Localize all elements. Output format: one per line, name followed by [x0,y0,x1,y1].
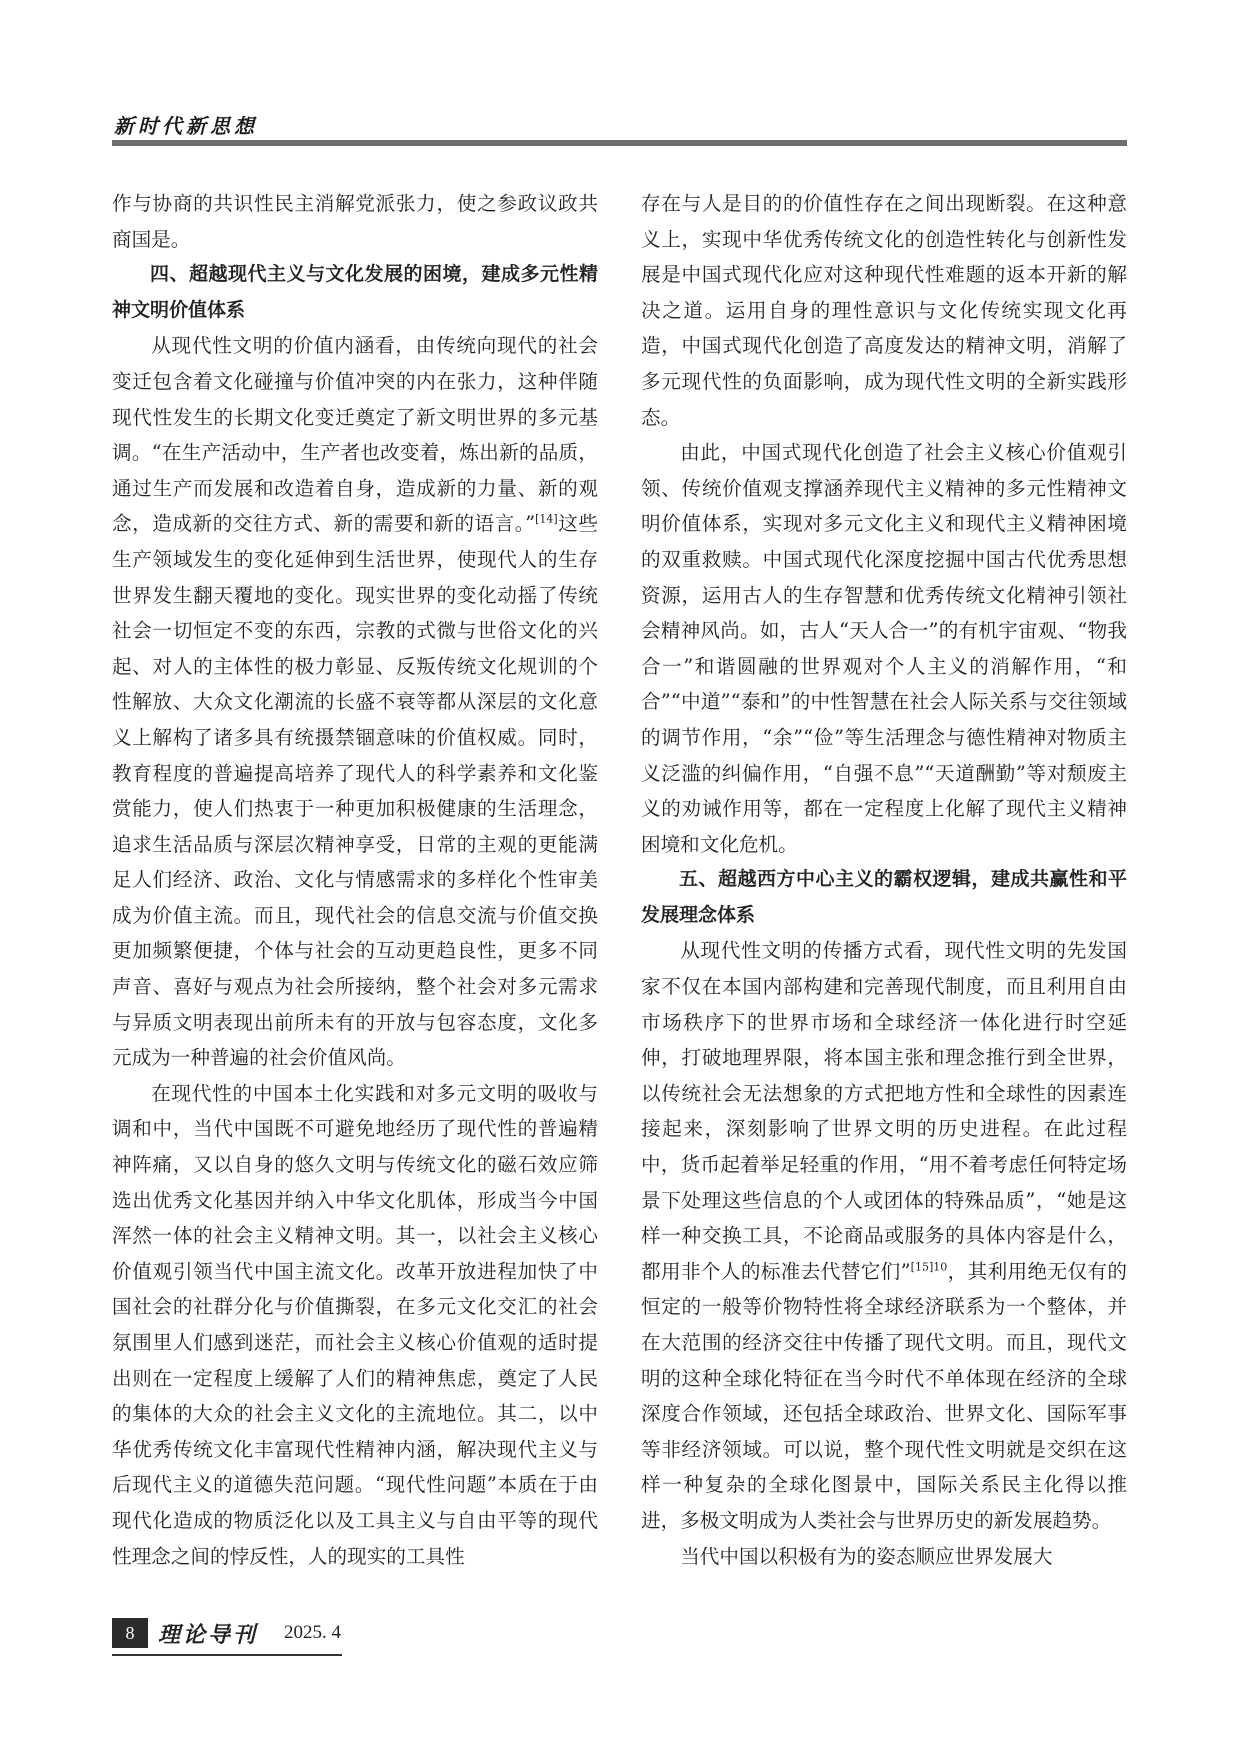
citation-ref[interactable]: [15]10 [910,1260,948,1274]
left-column [112,186,598,1574]
section-heading-4: 四、超越现代主义与文化发展的困境，建成多元性精神文明价值体系 [112,263,598,321]
paragraph-continued: 存在与人是目的的价值性存在之间出现断裂。在这种意义上，实现中华优秀传统文化的创造性转化与创新性发展是中国式现代化应对这种现代性难题的返本开新的解决之道。运用自身的理性意识与文化传统实现文化再造，中国式现代化创造了高度发达的精神文明，消解了多元现代性的负面影响，成为现代性文明的全新实践形态。 [641,192,1127,429]
paragraph [112,328,598,1075]
paragraph [641,933,1127,1538]
paragraph-text: 从现代性文明的价值内涵看，由传统向现代的社会变迁包含着文化碰撞与价值冲突的内在张力，这种伴随现代性发生的长期文化变迁奠定了新文明世界的多元基调。“在生产活动中，生产者也改变着，炼出新的品质，通过生产而发展和改造着自身，造成新的力量、新的观念，造成新的交往方式、新的需要和新的语言。” [112,334,598,536]
paragraph-text: 这些生产领域发生的变化延伸到生活世界，使现代人的生存世界发生翻天覆地的变化。现实世界的变化动摇了传统社会一切恒定不变的东西，宗教的式微与世俗文化的兴起、对人的主体性的极力彰显、反叛传统文化规训的个性解放、大众文化潮流的长盛不衰等都从深层的文化意义上解构了诸多具有统摄禁锢意味的价值权威。同时，教育程度的普遍提高培养了现代人的科学素养和文化鉴赏能力，使人们热衷于一种更加积极健康的生活理念，追求生活品质与深层次精神享受，日常的主观的更能满足人们经济、政治、文化与情感需求的多样化个性审美成为价值主流。而且，现代社会的信息交流与价值交换更加频繁便捷，个体与社会的互动更趋良性，更多不同声音、喜好与观点为社会所接纳，整个社会对多元需求与异质文明表现出前所未有的开放与包容态度，文化多元成为一种普遍的社会价值风尚。 [112,512,599,1070]
paragraph-text: 从现代性文明的传播方式看，现代性文明的先发国家不仅在本国内部构建和完善现代制度，而且利用自由市场秩序下的世界市场和全球经济一体化进行时空延伸，打破地理界限，将本国主张和理念推行到全世界，以传统社会无法想象的方式把地方性和全球性的因素连接起来，深刻影响了世界文明的历史进程。在此过程中，货币起着举足轻重的作用，“用不着考虑任何特定场景下处理这些信息的个人或团体的特殊品质”，“她是这样一种交换工具，不论商品或服务的具体内容是什么，都用非个人的标准去代替它们” [641,939,1127,1283]
right-column [641,186,1127,1574]
section-heading-5: 五、超越西方中心主义的霸权逻辑，建成共赢性和平发展理念体系 [641,868,1127,926]
footer-rule [112,1654,342,1656]
running-footer [112,1616,342,1656]
header-rule [112,140,1127,146]
paragraph: 由此，中国式现代化创造了社会主义核心价值观引领、传统价值观支撑涵养现代主义精神的多元性精神文明价值体系，实现对多元文化主义和现代主义精神困境的双重救赎。中国式现代化深度挖掘中国古代优秀思想资源，运用古人的生存智慧和优秀传统文化精神引领社会精神风尚。如，古人“天人合一”的有机宇宙观、“物我合一”和谐圆融的世界观对个人主义的消解作用，“和合”“中道”“泰和”的中性智慧在社会人际关系与交往领域的调节作用，“余”“俭”等生活理念与德性精神对物质主义泛滥的纠偏作用，“自强不息”“天道酬勤”等对颓废主义的劝诫作用等，都在一定程度上化解了现代主义精神困境和文化危机。 [641,441,1127,856]
page-number: 8 [112,1618,148,1648]
journal-name: 理论导刊 [158,1622,259,1648]
running-header [112,104,1127,150]
paragraph: 在现代性的中国本土化实践和对多元文明的吸收与调和中，当代中国既不可避免地经历了现代性的普遍精神阵痛，又以自身的悠久文明与传统文化的磁石效应筛选出优秀文化基因并纳入中华文化肌体，形成当今中国浑然一体的社会主义精神文明。其一，以社会主义核心价值观引领当代中国主流文化。改革开放进程加快了中国社会的社群分化与价值撕裂，在多元文化交汇的社会氛围里人们感到迷茫，而社会主义核心价值观的适时提出则在一定程度上缓解了人们的精神焦虑，奠定了人民的集体的大众的社会主义文化的主流地位。其二，以中华优秀传统文化丰富现代性精神内涵，解决现代主义与后现代主义的道德失范问题。“现代性问题”本质在于由现代化造成的物质泛化以及工具主义与自由平等的现代性理念之间的悖反性，人的现实的工具性 [112,1081,598,1568]
section-title: 新时代新思想 [114,114,258,138]
paragraph: 当代中国以积极有为的姿态顺应世界发展大 [680,1544,1053,1568]
paragraph-continued: 作与协商的共识性民主消解党派张力，使之参政议政共商国是。 [112,192,598,251]
citation-ref[interactable]: [14] [535,512,558,526]
issue-number: 2025. 4 [284,1622,341,1643]
paragraph-text: ，其利用绝无仅有的恒定的一般等价物特性将全球经济联系为一个整体，并在大范围的经济交往中传播了现代文明。而且，现代文明的这种全球化特征在当今时代不单体现在经济的全球深度合作领域，还包括全球政治、世界文化、国际军事等非经济领域。可以说，整个现代性文明就是交织在这样一种复杂的全球化图景中，国际关系民主化得以推进，多极文明成为人类社会与世界历史的新发展趋势。 [641,1259,1128,1532]
